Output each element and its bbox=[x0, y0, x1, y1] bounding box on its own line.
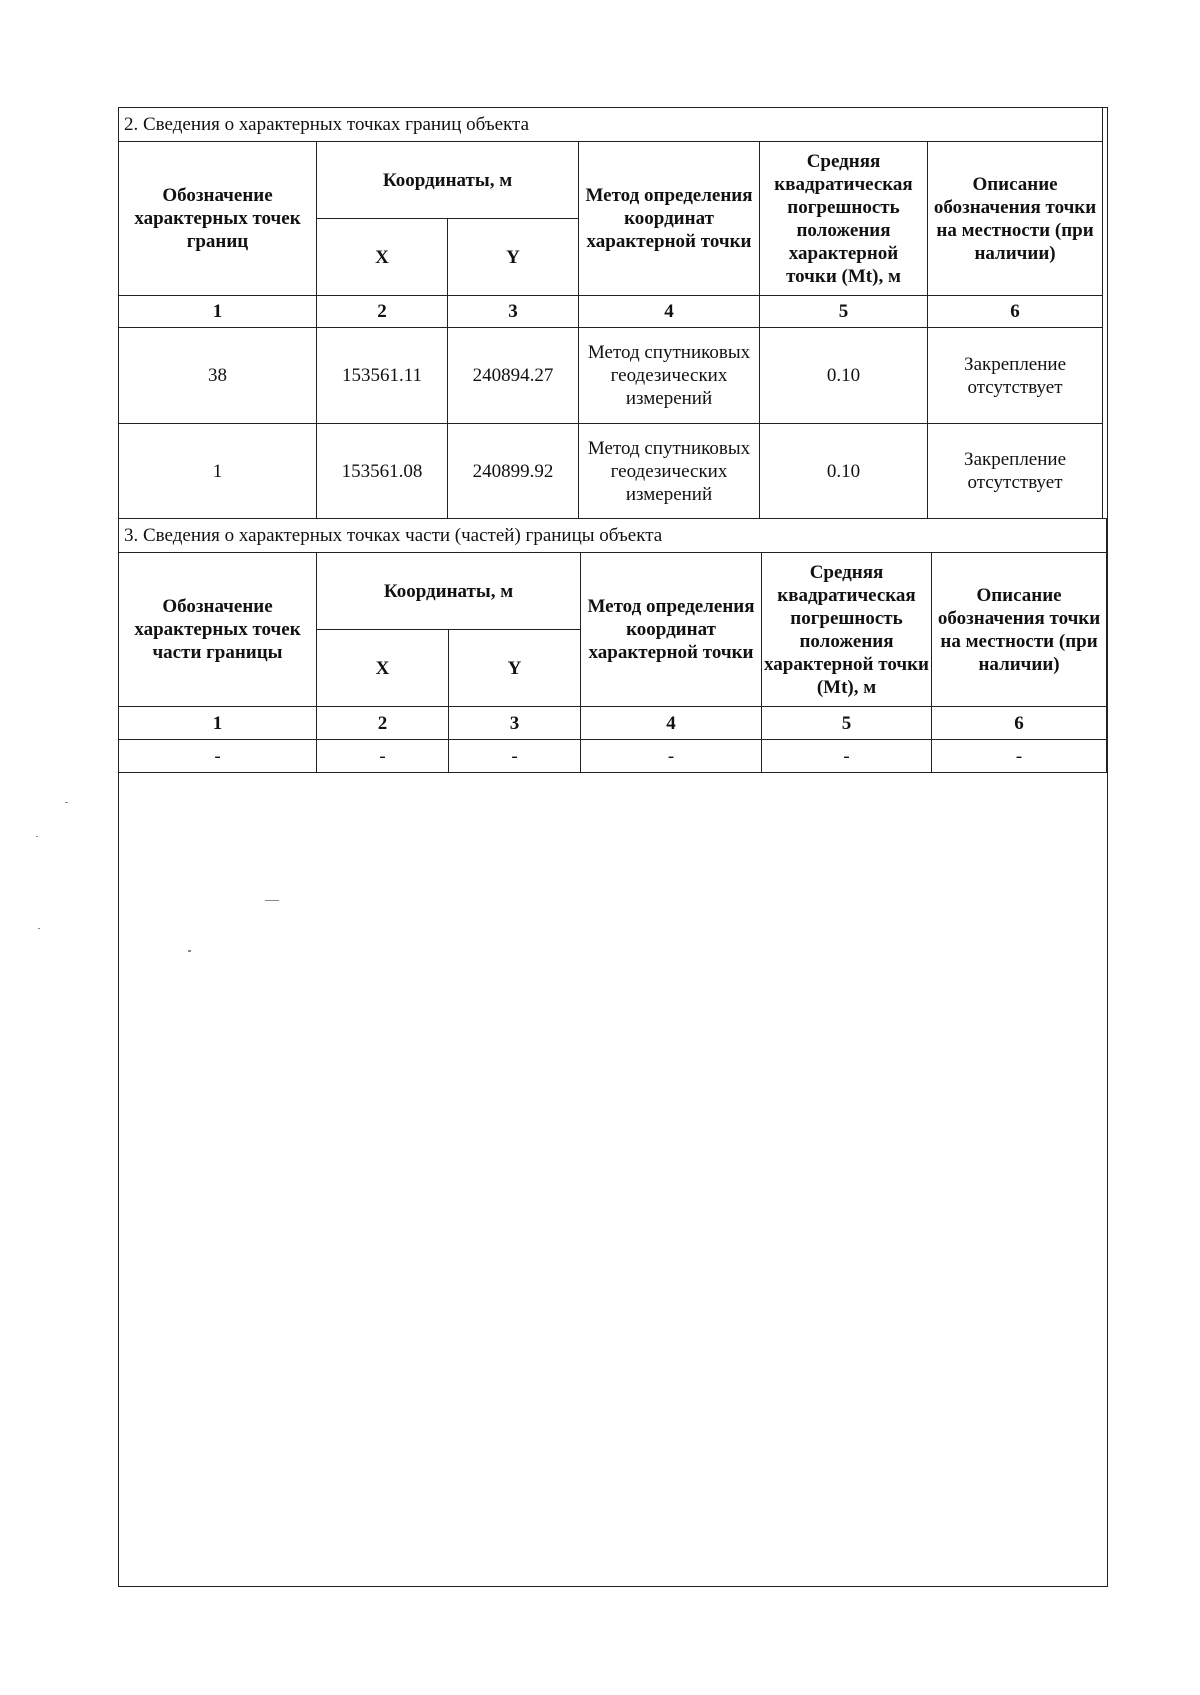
header-designation: Обозначение характерных точек части границы bbox=[119, 553, 317, 707]
coordinate-x: 153561.08 bbox=[317, 424, 448, 519]
table-row bbox=[119, 328, 1103, 424]
column-number: 5 bbox=[760, 296, 928, 328]
point-designation: - bbox=[119, 740, 317, 773]
header-mse: Средняя квадратическая погрешность положения характерной точки (Mt), м bbox=[760, 142, 928, 296]
header-y: Y bbox=[448, 219, 579, 296]
header-designation: Обозначение характерных точек границ bbox=[119, 142, 317, 296]
scan-speck bbox=[65, 802, 68, 803]
column-number-row bbox=[119, 296, 1103, 328]
mt-value: - bbox=[762, 740, 932, 773]
coordinate-x: - bbox=[317, 740, 449, 773]
column-number: 2 bbox=[317, 707, 449, 740]
scan-speck bbox=[265, 900, 279, 901]
column-number: 6 bbox=[928, 296, 1103, 328]
header-description: Описание обозначения точки на местности (при наличии) bbox=[928, 142, 1103, 296]
table-row bbox=[119, 740, 1107, 773]
scan-speck bbox=[38, 928, 40, 929]
coordinate-y: 240894.27 bbox=[448, 328, 579, 424]
table-row bbox=[119, 424, 1103, 519]
header-coordinates: Координаты, м bbox=[317, 553, 581, 630]
section3-title: 3. Сведения о характерных точках части (частей) границы объекта bbox=[119, 519, 1107, 553]
description: Закрепление отсутствует bbox=[928, 328, 1103, 424]
section2-table bbox=[118, 107, 1103, 519]
column-number: 5 bbox=[762, 707, 932, 740]
column-number: 3 bbox=[449, 707, 581, 740]
mt-value: 0.10 bbox=[760, 328, 928, 424]
header-y: Y bbox=[449, 630, 581, 707]
column-number: 4 bbox=[581, 707, 762, 740]
header-method: Метод определения координат характерной точки bbox=[581, 553, 762, 707]
coordinate-y: - bbox=[449, 740, 581, 773]
header-x: X bbox=[317, 219, 448, 296]
column-number-row bbox=[119, 707, 1107, 740]
point-designation: 38 bbox=[119, 328, 317, 424]
description: - bbox=[932, 740, 1107, 773]
section2-title: 2. Сведения о характерных точках границ объекта bbox=[119, 108, 1103, 142]
column-number: 4 bbox=[579, 296, 760, 328]
header-x: X bbox=[317, 630, 449, 707]
mt-value: 0.10 bbox=[760, 424, 928, 519]
scan-speck bbox=[188, 950, 191, 952]
scan-speck bbox=[36, 836, 38, 837]
column-number: 6 bbox=[932, 707, 1107, 740]
section3-table bbox=[118, 518, 1107, 773]
header-method: Метод определения координат характерной точки bbox=[579, 142, 760, 296]
column-number: 1 bbox=[119, 707, 317, 740]
method: Метод спутниковых геодезических измерений bbox=[579, 424, 760, 519]
description: Закрепление отсутствует bbox=[928, 424, 1103, 519]
column-number: 2 bbox=[317, 296, 448, 328]
column-number: 3 bbox=[448, 296, 579, 328]
coordinate-x: 153561.11 bbox=[317, 328, 448, 424]
header-coordinates: Координаты, м bbox=[317, 142, 579, 219]
method: Метод спутниковых геодезических измерений bbox=[579, 328, 760, 424]
method: - bbox=[581, 740, 762, 773]
coordinate-y: 240899.92 bbox=[448, 424, 579, 519]
point-designation: 1 bbox=[119, 424, 317, 519]
header-description: Описание обозначения точки на местности (при наличии) bbox=[932, 553, 1107, 707]
header-mse: Средняя квадратическая погрешность положения характерной точки (Mt), м bbox=[762, 553, 932, 707]
column-number: 1 bbox=[119, 296, 317, 328]
